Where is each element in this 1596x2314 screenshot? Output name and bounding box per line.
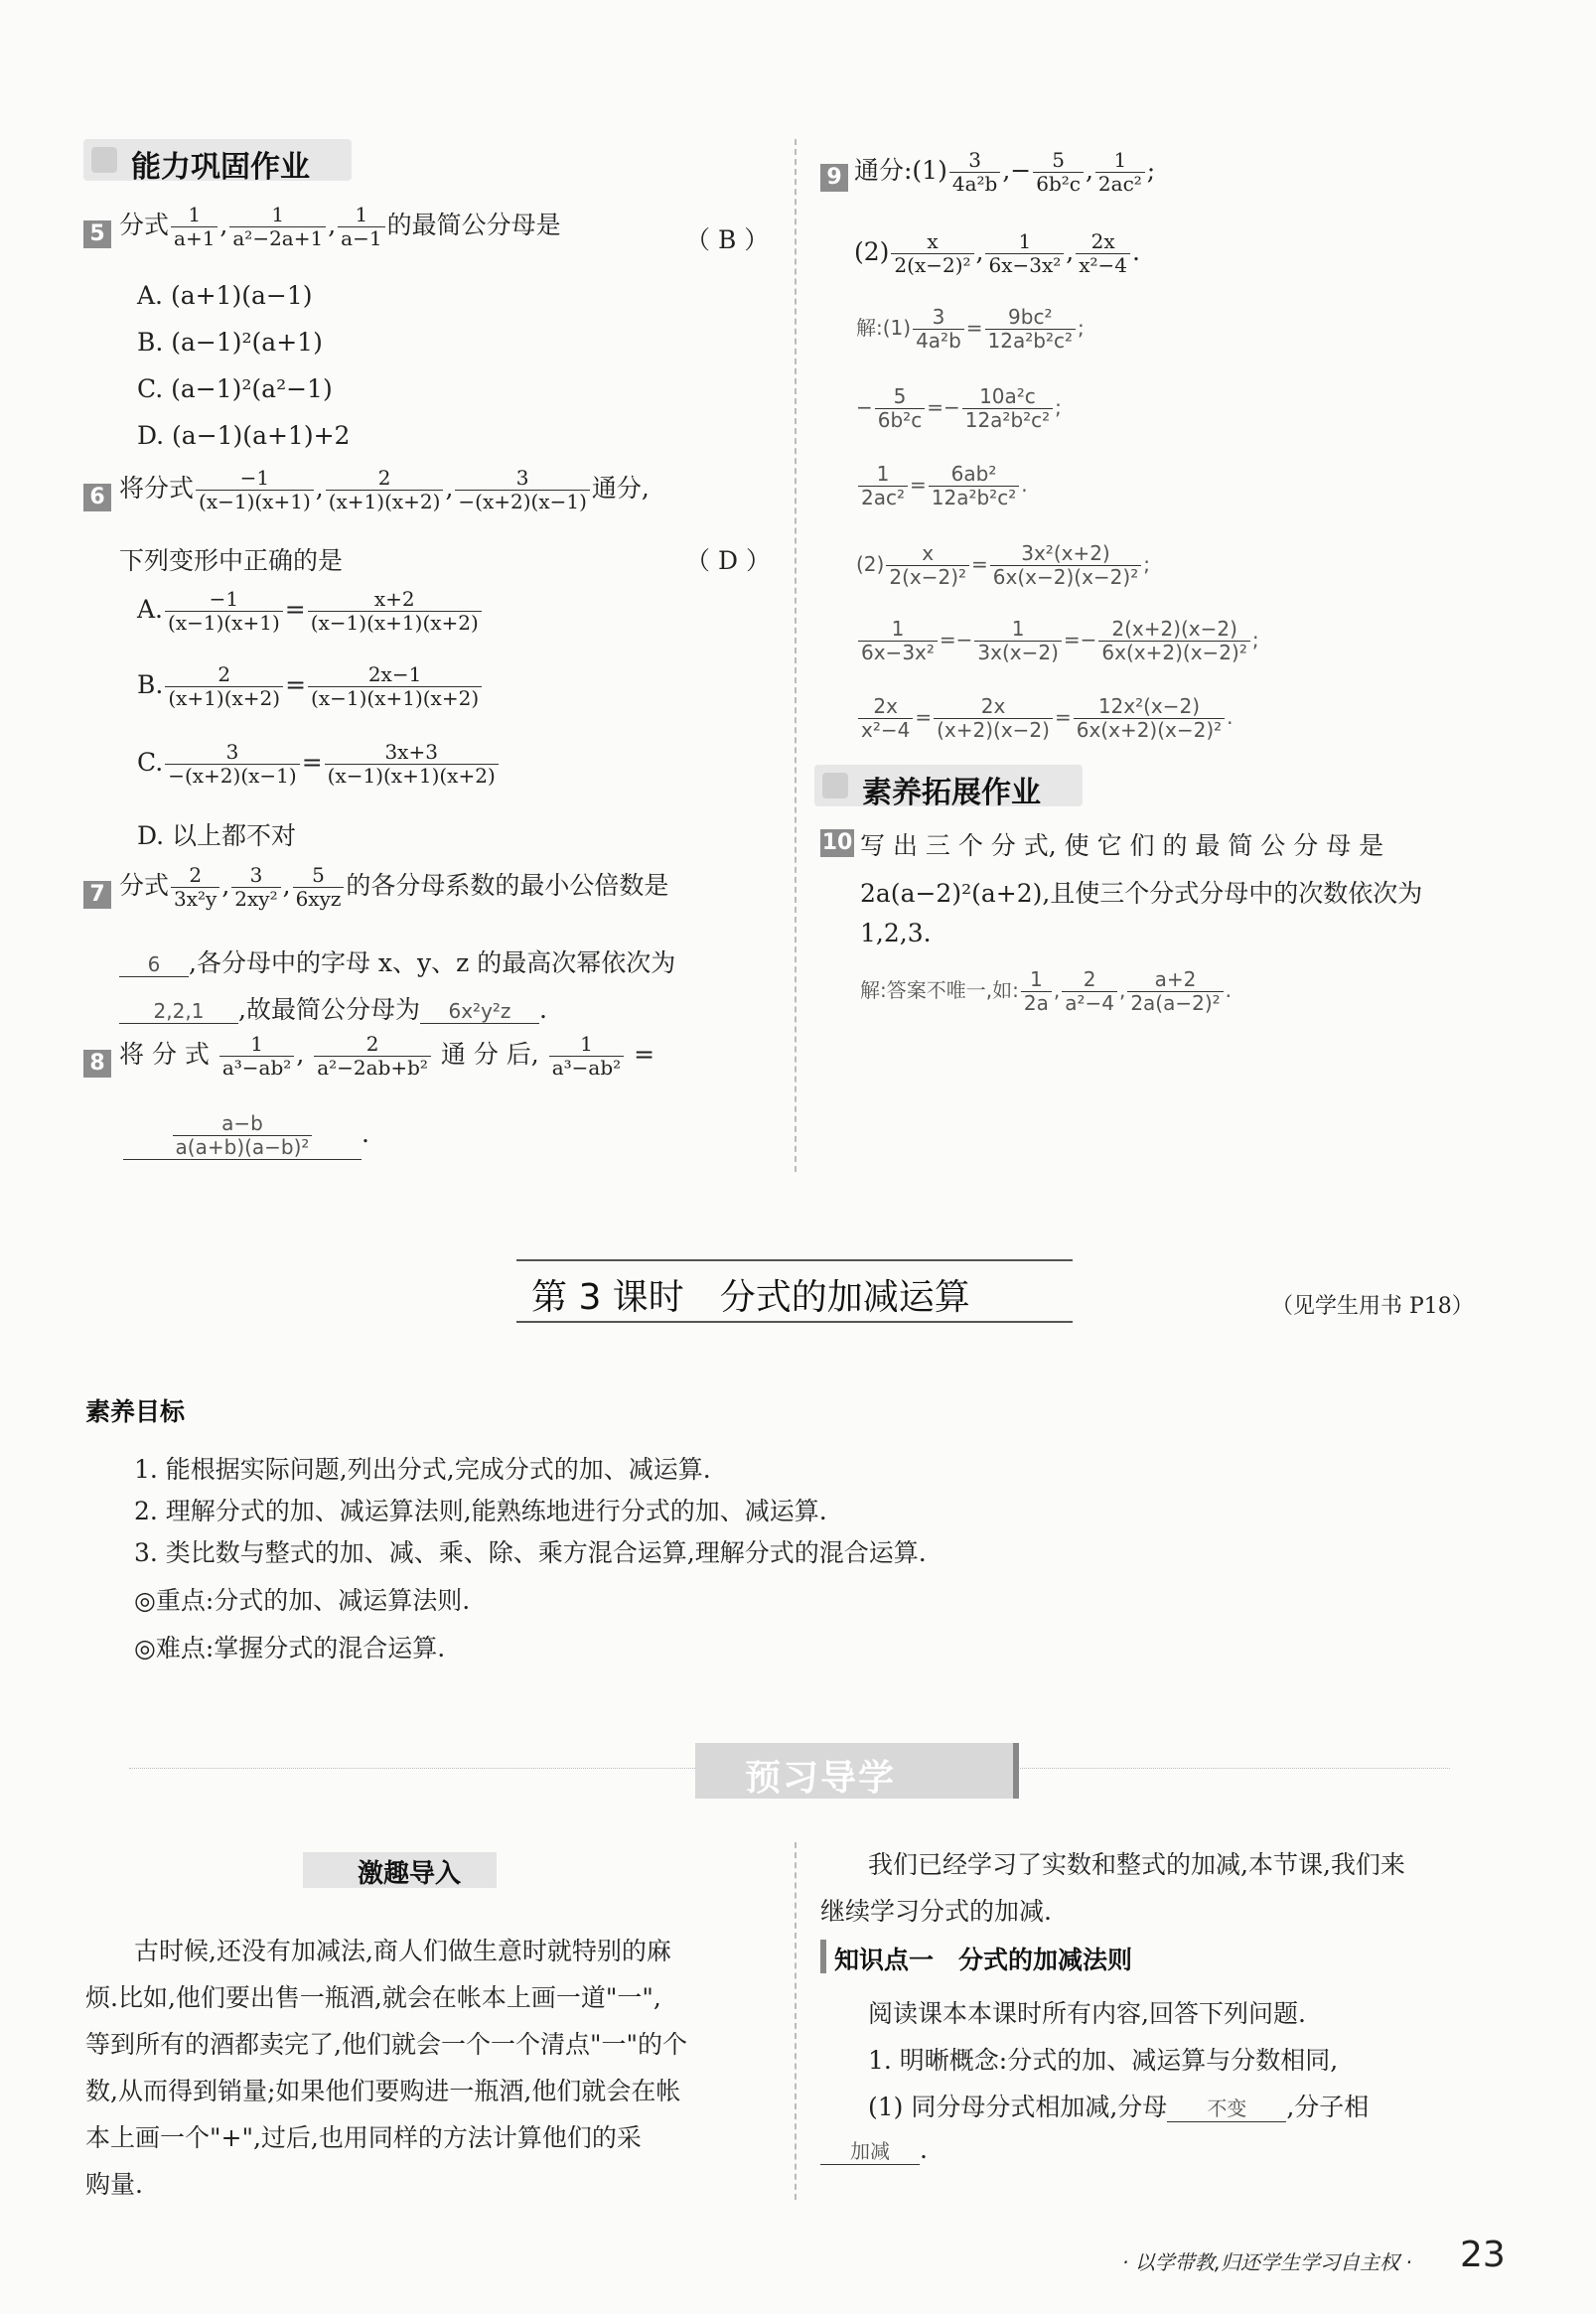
right-paragraph: 继续学习分式的加减. (820, 1897, 1052, 1926)
solution-9-line2: − $\frac{5}{\text{6b²c}}$ =− $\frac{\text{10a²c}}{\text{12a²b²c²}}$ ; (856, 384, 1062, 432)
fraction: $\frac{1}{a-1}$ (338, 204, 384, 250)
question-number-10: 10 (821, 830, 853, 855)
question-8-answer: $\frac{a-b}{\text{a(a+b)(a−b)²}}$ . (123, 1112, 369, 1160)
footer-motto: · 以学带教,归还学生学习自主权 · (1122, 2250, 1412, 2274)
question-6-line2: 下列变形中正确的是 (119, 546, 344, 575)
fraction: $\frac{-1}{(x-1)(x+1)}$ (196, 467, 314, 513)
question-10-line3: 1,2,3. (860, 919, 932, 947)
question-number-7: 7 (83, 881, 111, 909)
question-8-stem: 将 分 式 $\frac{1}{\text{a³−ab²}}$ , $\frac{2}{\text{a²−2ab+b²}}$ 通 分 后, $\frac{1}{\text{a³−ab²}}$ = (119, 1032, 655, 1080)
goals-heading: 素养目标 (85, 1397, 186, 1426)
knowledge-point-bar (820, 1940, 826, 1973)
fraction: $\frac{3}{-(x+2)(x-1)}$ (455, 467, 590, 513)
arrow-icon (91, 147, 117, 173)
question-7-stem: 分式 $\frac{2}{\text{3x²y}}$ , $\frac{3}{\text{2xy²}}$ , $\frac{5}{\text{6xyz}}$ 的各分母系数的最小公倍数是 (119, 863, 669, 911)
answer-blank: 不变 (1167, 2093, 1286, 2122)
lesson-title: 第 3 课时 分式的加减运算 (531, 1277, 970, 1318)
question-9-part1: 通分:(1) $\frac{3}{\text{4a²b}}$ ,− $\frac{5}{\text{6b²c}}$ , $\frac{1}{\text{2ac²}}$ ; (854, 148, 1156, 196)
goal-item: 3. 类比数与整式的加、减、乘、除、乘方混合运算,理解分式的混合运算. (134, 1538, 927, 1567)
fraction: $\frac{2}{(x+1)(x+2)}$ (326, 467, 444, 513)
option-c: C. $\frac{3}{-(x+2)(x-1)}$ = $\frac{3x+3}{(x-1)(x+1)(x+2)}$ (137, 741, 501, 788)
solution-9-line4: (2) $\frac{x}{\text{2(x−2)²}}$ = $\frac{\text{3x²(x+2)}}{\text{6x(x−2)(x−2)²}}$ ; (856, 541, 1150, 589)
question-10-line1: 写 出 三 个 分 式, 使 它 们 的 最 简 公 分 母 是 (860, 831, 1384, 860)
intro-paragraph: 等到所有的酒都卖完了,他们就会一个一个清点"一"的个 (85, 2030, 687, 2059)
intro-paragraph: 数,从而得到销量;如果他们要购进一瓶酒,他们就会在帐 (85, 2077, 681, 2105)
goal-item: 2. 理解分式的加、减运算法则,能熟练地进行分式的加、减运算. (134, 1497, 827, 1525)
right-paragraph: 加减 . (820, 2135, 928, 2165)
intro-heading: 激趣导入 (358, 1859, 462, 1889)
answer-blank: 6 (119, 952, 189, 977)
solution-10: 解:答案不唯一,如: $\frac{1}{2a}$ , $\frac{2}{\text{a²−4}}$ , $\frac{a+2}{\text{2a(a−2)²}}$ . (860, 967, 1233, 1015)
question-6-stem: 将分式 $\frac{-1}{(x-1)(x+1)}$ , $\frac{2}{(x+1)(x+2)}$ , $\frac{3}{-(x+2)(x-1)}$ 通分, (119, 466, 650, 513)
intro-paragraph: 本上画一个"+",过后,也用同样的方法计算他们的采 (85, 2123, 642, 2152)
right-paragraph: (1) 同分母分式相加减,分母 不变 ,分子相 (868, 2093, 1370, 2121)
solution-9-line1: 解:(1) $\frac{3}{\text{4a²b}}$ = $\frac{\text{9bc²}}{\text{12a²b²c²}}$ ; (856, 305, 1085, 353)
page-number: 23 (1460, 2235, 1506, 2275)
column-divider (795, 1842, 797, 2200)
option-b: B. $\frac{2}{(x+1)(x+2)}$ = $\frac{2x-1}{(x-1)(x+1)(x+2)}$ (137, 663, 484, 710)
question-7-line3: 2,2,1 ,故最简公分母为 6x²y²z . (119, 990, 547, 1026)
arrow-icon (822, 773, 848, 798)
right-paragraph: 我们已经学习了实数和整式的加减,本节课,我们来 (868, 1850, 1405, 1879)
question-9-part2: (2) $\frac{x}{\text{2(x−2)²}}$ , $\frac{1}{\text{6x−3x²}}$ , $\frac{2x}{\text{x²−4}}$ . (854, 229, 1140, 277)
option-b: B. (a−1)²(a+1) (137, 328, 323, 357)
goal-item: 1. 能根据实际问题,列出分式,完成分式的加、减运算. (134, 1455, 711, 1484)
preview-banner-title: 预习导学 (745, 1758, 897, 1799)
solution-9-line5: $\frac{1}{\text{6x−3x²}}$ =− $\frac{1}{3x(x-2)}$ =− $\frac{2(x+2)(x-2)}{\text{6x(x+2)(x−2)²}}$ ; (856, 618, 1259, 664)
lesson-reference: （见学生用书 P18） (1271, 1294, 1474, 1319)
question-5-stem: 分式 $\frac{1}{a+1}$ , $\frac{1}{\text{a²−2a+1}}$ , $\frac{1}{a-1}$ 的最简公分母是 (119, 203, 561, 250)
knowledge-point-title: 知识点一 分式的加减法则 (834, 1946, 1133, 1974)
question-6-answer: （ D ） (685, 546, 771, 575)
answer-blank: 加减 (820, 2135, 920, 2165)
option-d: D. 以上都不对 (137, 821, 297, 850)
question-7-line2: 6 ,各分母中的字母 x、y、z 的最高次幂依次为 (119, 943, 675, 979)
intro-paragraph: 古时候,还没有加减法,商人们做生意时就特别的麻 (134, 1937, 671, 1965)
question-number-8: 8 (83, 1050, 111, 1078)
question-number-6: 6 (83, 484, 111, 511)
key-point: ◎重点:分式的加、减运算法则. (134, 1586, 471, 1615)
section-title-extension: 素养拓展作业 (862, 776, 1041, 810)
question-number-5: 5 (83, 220, 111, 248)
option-a: A. (a+1)(a−1) (137, 281, 313, 310)
question-10-line2: 2a(a−2)²(a+2),且使三个分式分母中的次数依次为 (860, 879, 1423, 908)
answer-blank: 6x²y²z (420, 999, 539, 1024)
option-d: D. (a−1)(a+1)+2 (137, 421, 351, 450)
solution-9-line6: $\frac{2x}{\text{x²−4}}$ = $\frac{2x}{(x+2)(x-2)}$ = $\frac{\text{12x²(x−2)}}{\text{6x(x+2)(x−2)²}}$ . (856, 695, 1233, 742)
column-divider (795, 139, 797, 1172)
option-a: A. $\frac{-1}{(x-1)(x+1)}$ = $\frac{x+2}{(x-1)(x+1)(x+2)}$ (137, 588, 484, 635)
difficult-point: ◎难点:掌握分式的混合运算. (134, 1634, 446, 1663)
right-paragraph: 1. 明晰概念:分式的加、减运算与分数相同, (868, 2046, 1339, 2075)
right-paragraph: 阅读课本本课时所有内容,回答下列问题. (868, 1999, 1306, 2028)
intro-paragraph: 购量. (85, 2170, 143, 2199)
question-number-9: 9 (820, 164, 848, 192)
option-c: C. (a−1)²(a²−1) (137, 374, 333, 403)
solution-9-line3: $\frac{1}{\text{2ac²}}$ = $\frac{\text{6ab²}}{\text{12a²b²c²}}$ . (856, 463, 1028, 509)
answer-blank: 2,2,1 (119, 999, 238, 1024)
intro-paragraph: 烦.比如,他们要出售一瓶酒,就会在帐本上画一道"一", (85, 1983, 661, 2012)
question-5-answer: （ B ） (685, 225, 770, 254)
fraction: $\frac{1}{a+1}$ (171, 204, 218, 250)
fraction: $\frac{1}{\text{a²−2a+1}}$ (229, 204, 326, 250)
section-title-ability: 能力巩固作业 (131, 150, 310, 185)
